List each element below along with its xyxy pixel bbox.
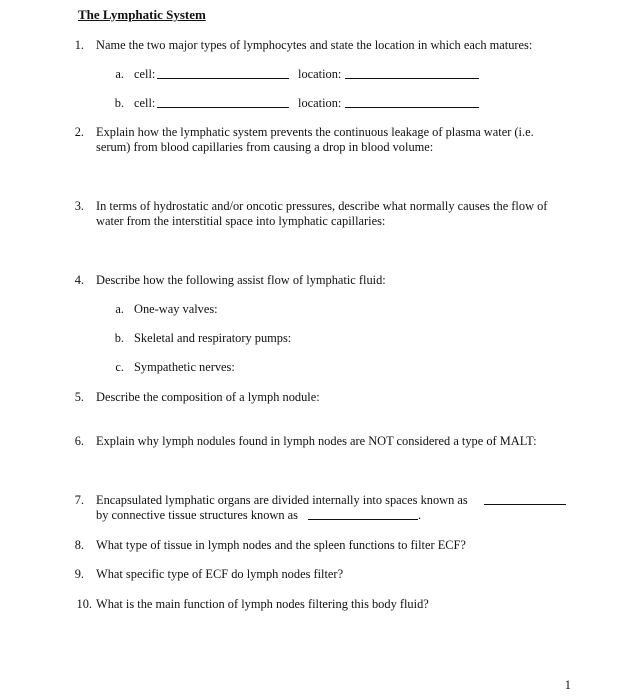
question-text-line-1: Explain how the lymphatic system prevents the continuous leakage of plasma water (i.e.	[96, 125, 534, 139]
location-answer-blank[interactable]	[345, 67, 479, 79]
question-text-line-2: serum) from blood capillaries from causing a drop in blood volume:	[96, 140, 434, 154]
sub-question-text: Skeletal and respiratory pumps:	[134, 331, 292, 345]
question-number: 2.	[74, 125, 84, 139]
question-text: What specific type of ECF do lymph nodes filter?	[96, 567, 344, 581]
question-number: 4.	[74, 273, 84, 287]
question-text: Explain why lymph nodules found in lymph nodes are NOT considered a type of MALT:	[96, 434, 537, 448]
sub-question-text: Sympathetic nerves:	[134, 360, 235, 374]
question-number: 7.	[74, 493, 84, 507]
question-number: 8.	[74, 538, 84, 552]
sub-question-text: One-way valves:	[134, 302, 218, 316]
question-text: Name the two major types of lymphocytes and state the location in which each matures:	[96, 38, 533, 52]
sub-letter: a.	[115, 67, 124, 81]
page-title: The Lymphatic System	[78, 7, 206, 22]
question-number: 3.	[74, 199, 84, 213]
question-text: Describe how the following assist flow of lymphatic fluid:	[96, 273, 386, 287]
question-text-line-2: by connective tissue structures known as	[96, 508, 298, 522]
question-number: 1.	[74, 38, 84, 52]
page-number: 1	[564, 678, 571, 692]
question-text-line-1: Encapsulated lymphatic organs are divided internally into spaces known as	[96, 493, 468, 507]
location-answer-blank[interactable]	[345, 96, 479, 108]
question-text: What type of tissue in lymph nodes and the spleen functions to filter ECF?	[96, 538, 466, 552]
sub-letter: a.	[115, 302, 124, 316]
cell-label: cell:	[134, 96, 156, 110]
question-text: Describe the composition of a lymph nodule:	[96, 390, 320, 404]
location-label: location:	[298, 67, 342, 81]
question-number: 9.	[74, 567, 84, 581]
question-text: What is the main function of lymph nodes filtering this body fluid?	[96, 597, 429, 611]
sub-letter: b.	[114, 96, 124, 110]
structures-answer-blank[interactable]	[308, 508, 418, 520]
cell-answer-blank[interactable]	[157, 96, 289, 108]
spaces-answer-blank[interactable]	[484, 493, 566, 505]
cell-label: cell:	[134, 67, 156, 81]
question-text-line-2: water from the interstitial space into lymphatic capillaries:	[96, 214, 386, 228]
sub-letter: b.	[114, 331, 124, 345]
question-text-line-1: In terms of hydrostatic and/or oncotic pressures, describe what normally causes the flow of	[96, 199, 548, 213]
location-label: location:	[298, 96, 342, 110]
question-number: 10.	[76, 597, 92, 611]
sentence-period: .	[418, 508, 422, 522]
question-number: 6.	[74, 434, 84, 448]
cell-answer-blank[interactable]	[157, 67, 289, 79]
question-number: 5.	[74, 390, 84, 404]
sub-letter: c.	[115, 360, 124, 374]
